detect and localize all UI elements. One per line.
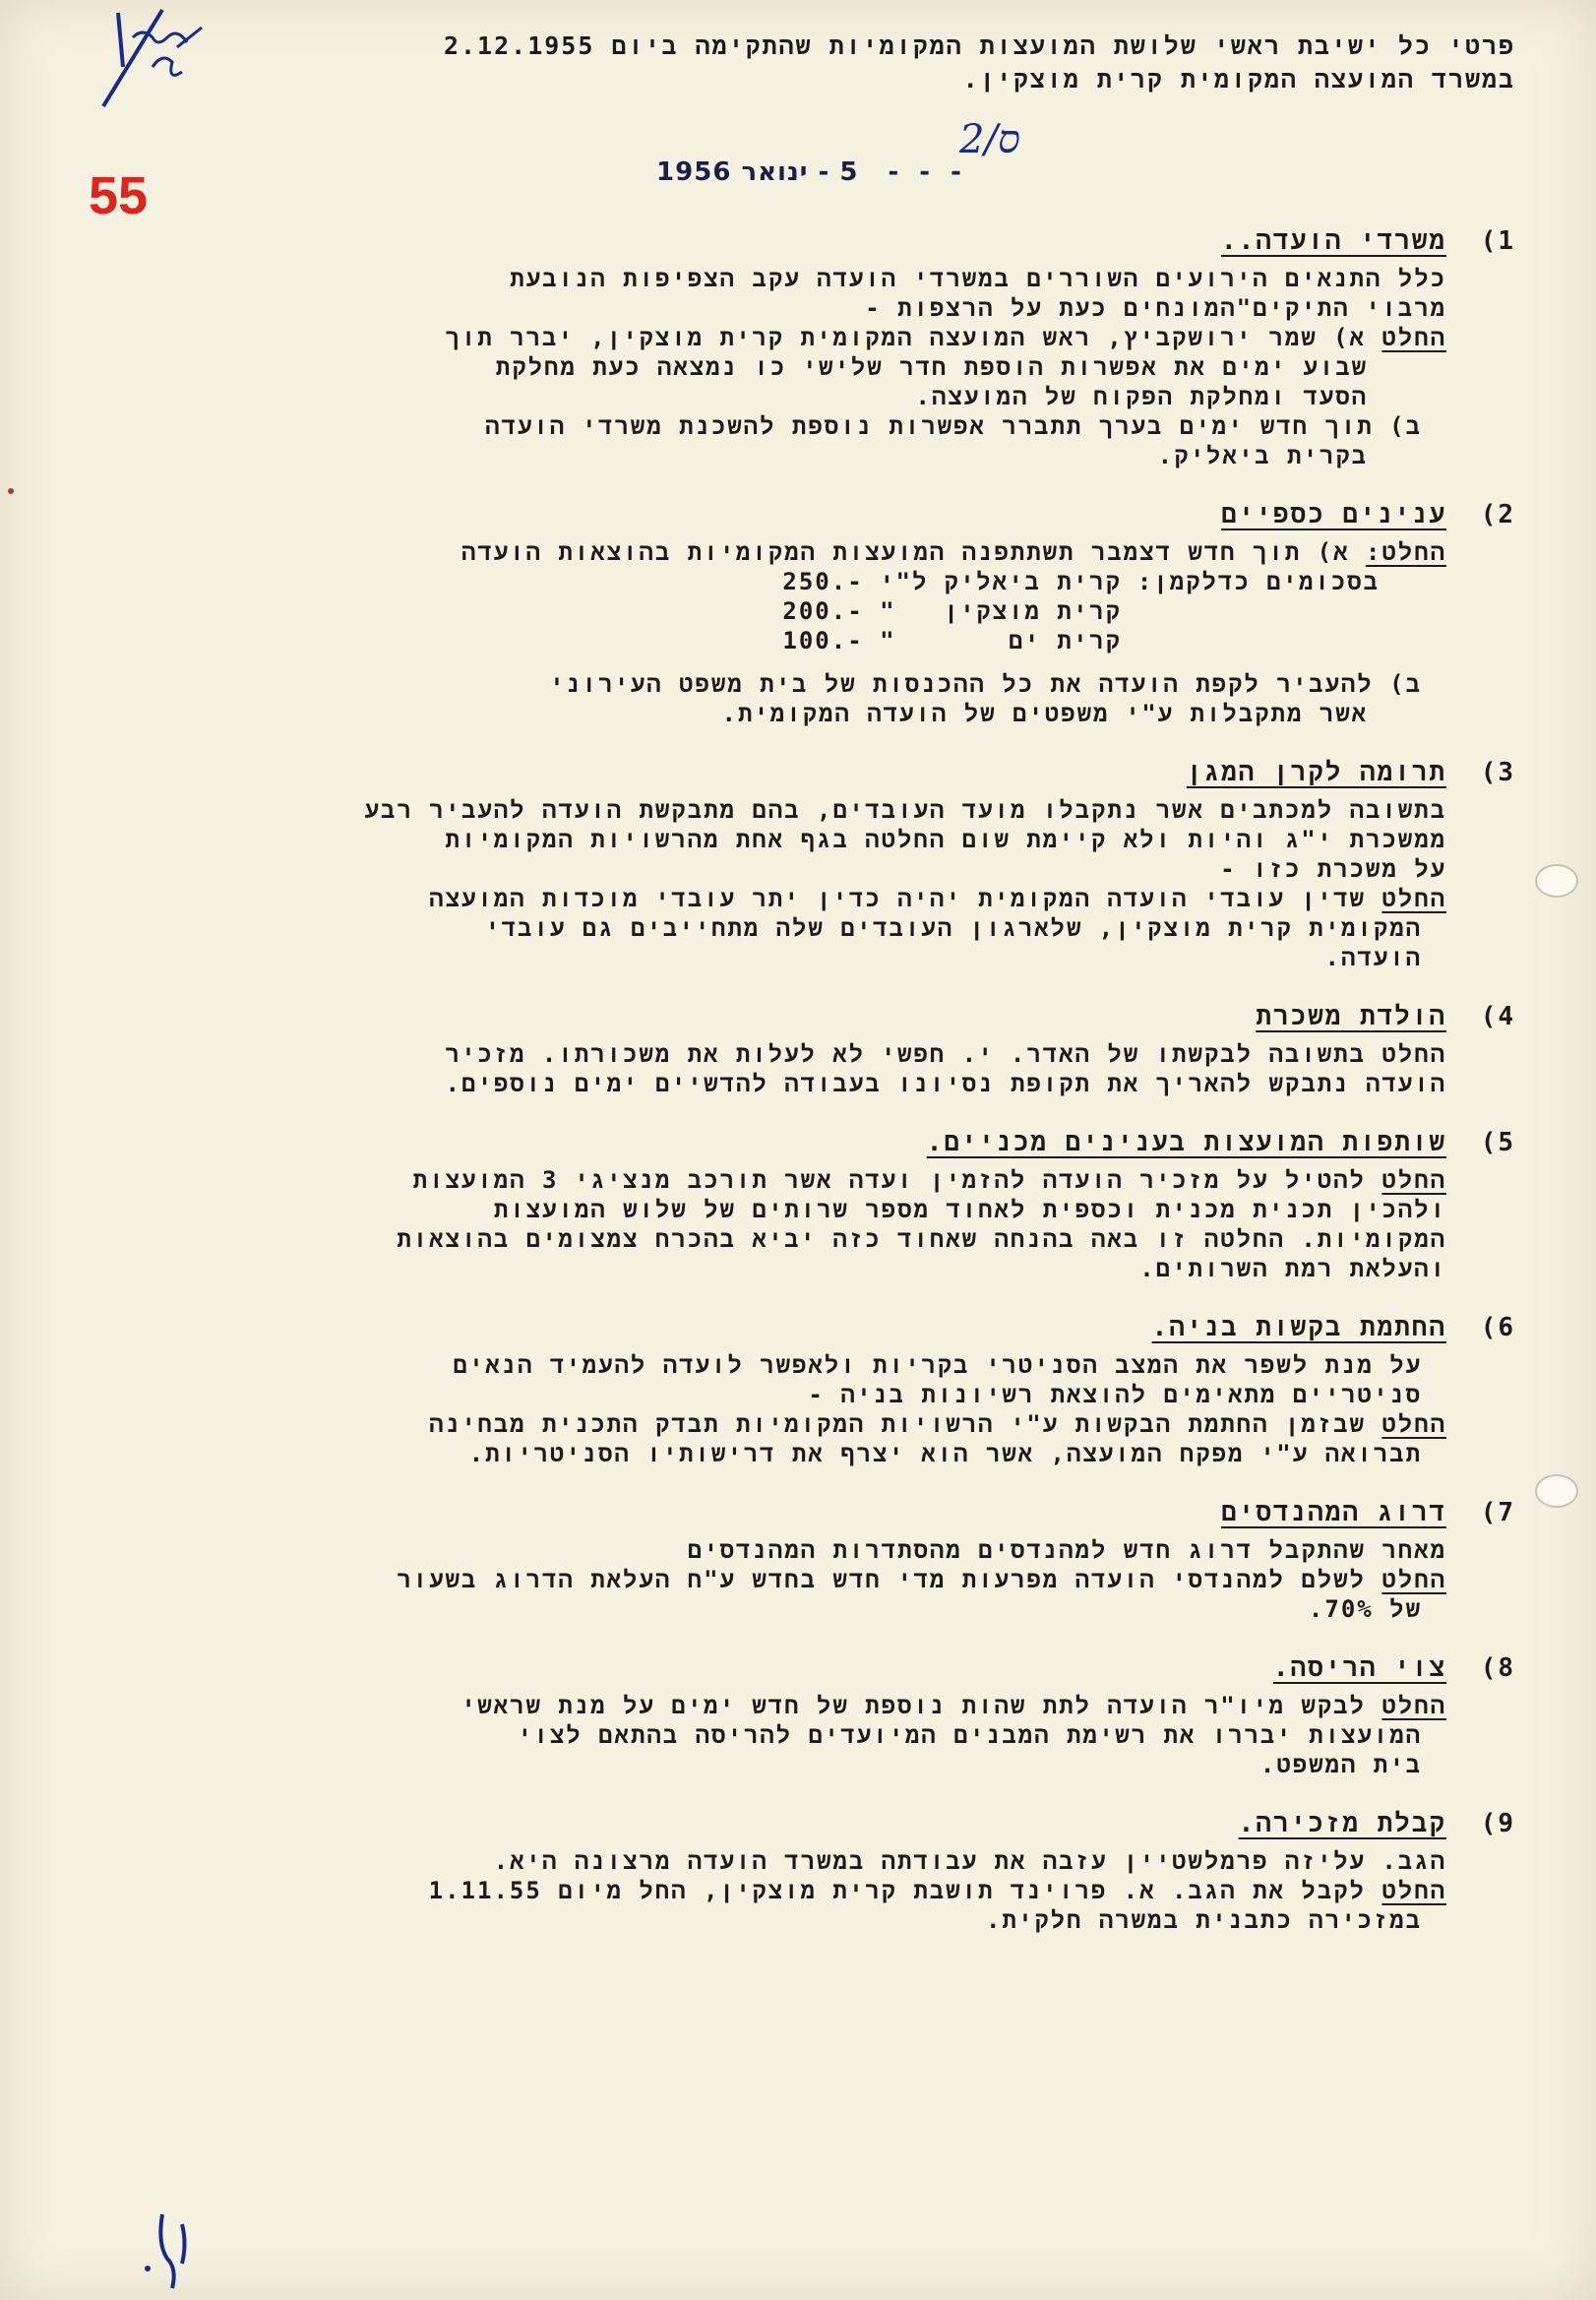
document-header <box>108 30 1515 96</box>
section-title: שותפות המועצות בענינים מכניים. <box>926 1128 1446 1157</box>
agenda-section <box>108 1809 1515 1935</box>
section-line <box>108 323 1515 352</box>
sections-list <box>108 226 1515 1935</box>
section-number: 1) <box>1480 226 1515 256</box>
section-line <box>108 1039 1515 1069</box>
line-text: ממשכרת י"ג והיות ולא קיימת שום החלטה בגף אחת מהרשויות המקומיות <box>445 826 1446 853</box>
section-line <box>108 1350 1515 1380</box>
section-line <box>108 943 1515 972</box>
section-line <box>108 1535 1515 1565</box>
line-text: המועצות יבררו את רשימת המבנים המיועדים להריסה בהתאם לצוי <box>518 1721 1422 1749</box>
section-line <box>108 537 1515 567</box>
line-text: במזכירה כתבנית במשרה חלקית. <box>985 1906 1422 1934</box>
section-line <box>108 1439 1515 1468</box>
date-dashes: - - - <box>888 157 967 187</box>
line-text: מאחר שהתקבל דרוג חדש למהנדסים מהסתדרות המהנדסים <box>687 1536 1446 1564</box>
section-line <box>108 1720 1515 1750</box>
handwritten-signature <box>133 2205 221 2293</box>
decision-label: החלט <box>1381 1692 1446 1719</box>
section-line <box>108 1069 1515 1098</box>
section-heading <box>108 1498 1515 1527</box>
line-text: תברואה ע"י מפקח המועצה, אשר הוא יצרף את דרישותיו הסניטריות. <box>468 1440 1422 1467</box>
decision-label: החלט <box>1381 1877 1446 1904</box>
header-line-2: במשרד המועצה המקומית קרית מוצקין. <box>962 65 1515 93</box>
table-cell-amount: 100.- " <box>782 627 896 654</box>
punch-hole <box>1535 1474 1578 1508</box>
section-line <box>108 1594 1515 1624</box>
line-text: המקומית קרית מוצקין, שלארגון העובדים שלה מתחייבים גם עובדי <box>485 914 1422 942</box>
section-heading <box>108 1809 1515 1838</box>
table-row <box>753 596 1387 626</box>
section-number: 2) <box>1480 500 1515 529</box>
section-line <box>108 1409 1515 1439</box>
section-line <box>108 1905 1515 1935</box>
line-text: המקומיות. החלטה זו באה בהנחה שאחוד כזה יביא בהכרח צמצומים בהוצאות <box>397 1225 1446 1253</box>
date-line <box>108 157 1515 197</box>
line-text: ב) תוך חדש ימים בערך תתברר אפשרות נוספת להשכנת משרדי הועדה <box>485 412 1422 440</box>
line-text: לבקש מיו"ר הועדה לתת שהות נוספת של חדש ימים על מנת שראשי <box>460 1692 1382 1719</box>
section-title: ענינים כספיים <box>1221 500 1446 529</box>
section-line <box>108 293 1515 323</box>
table-row <box>753 567 1387 596</box>
section-number: 8) <box>1480 1653 1515 1683</box>
section-line <box>108 854 1515 884</box>
agenda-section <box>108 1128 1515 1283</box>
line-text: והעלאת רמת השרותים. <box>1139 1255 1446 1282</box>
decision-label: החלט <box>1381 1566 1446 1593</box>
line-text: על משכרת כזו - <box>1220 855 1446 883</box>
table-cell-place: קרית ים <box>1008 627 1122 654</box>
section-line <box>108 411 1515 441</box>
line-text: סניטריים מתאימים להוצאת רשיונות בניה - <box>808 1381 1422 1408</box>
section-line <box>108 913 1515 943</box>
handwritten-fraction: 2/ס <box>959 117 1020 162</box>
agenda-section <box>108 500 1515 728</box>
section-line <box>108 1691 1515 1720</box>
agenda-section <box>108 1313 1515 1468</box>
section-title: משרדי הועדה.. <box>1221 226 1446 256</box>
section-line <box>108 382 1515 411</box>
page-number: 55 <box>89 166 149 225</box>
line-text: על מנת לשפר את המצב הסניטרי בקריות ולאפשר לועדה להעמיד הנאים <box>453 1351 1422 1379</box>
section-line <box>108 1846 1515 1876</box>
line-text: כלל התנאים הירועים השוררים במשרדי הועדה עקב הצפיפות הנובעת <box>510 265 1446 292</box>
table-cell-amount: 250.- ל"י <box>782 568 929 595</box>
section-heading <box>108 1313 1515 1342</box>
line-text: בית המשפט. <box>1259 1751 1422 1778</box>
line-text: החלט בתשובה לבקשתו של האדר. י. חפשי לא לעלות את משכורתו. מזכיר <box>445 1040 1446 1068</box>
section-line <box>108 884 1515 913</box>
section-heading <box>108 1653 1515 1683</box>
agenda-section <box>108 226 1515 470</box>
line-text: מרבוי התיקים"המונחים כעת על הרצפות - <box>865 294 1446 322</box>
line-text: א) שמר ירושקביץ, ראש המועצה המקומית קרית מוצקין, יברר תוך <box>445 324 1382 351</box>
line-text: ב) להעביר לקפת הועדה את כל ההכנסות של בית משפט העירוני <box>549 670 1422 698</box>
line-text: הועדה נתבקש להאריך את תקופת נסיונו בעבודה להדשיים ימים נוספים. <box>445 1070 1446 1097</box>
section-title: צוי הריסה. <box>1272 1653 1446 1683</box>
section-line <box>108 1565 1515 1594</box>
section-number: 5) <box>1480 1128 1515 1157</box>
section-line <box>108 699 1515 728</box>
table-cell-amount: 200.- " <box>782 597 896 625</box>
section-line <box>108 1380 1515 1409</box>
section-title: החתמת בקשות בניה. <box>1151 1313 1446 1342</box>
section-heading <box>108 226 1515 256</box>
section-title: תרומה לקרן המגן <box>1186 758 1446 787</box>
document-date: 5 - ינואר 1956 <box>656 157 859 187</box>
line-text: א) תוך חדש דצמבר תשתתפנה המועצות המקומיות בהוצאות הועדה <box>460 538 1366 566</box>
line-text: בתשובה למכתבים אשר נתקבלו מועד העובדים, בהם מתבקשת הועדה להעביר רבע <box>364 796 1446 824</box>
table-row <box>753 626 1387 655</box>
section-line <box>108 825 1515 854</box>
line-text: הועדה. <box>1324 944 1422 971</box>
section-number: 9) <box>1480 1809 1515 1838</box>
decision-label: החלט <box>1381 1166 1446 1194</box>
section-line <box>108 669 1515 699</box>
section-line <box>108 1750 1515 1779</box>
section-line <box>108 1876 1515 1905</box>
decision-label: החלט <box>1381 324 1446 351</box>
section-heading <box>108 500 1515 529</box>
section-line <box>108 1224 1515 1254</box>
agenda-section <box>108 1498 1515 1624</box>
document-body <box>108 20 1515 1935</box>
header-line-1: פרטי כל ישיבת ראשי שלושת המועצות המקומיות שהתקימה ביום 2.12.1955 <box>443 31 1515 60</box>
ink-speck <box>8 488 14 494</box>
section-line <box>108 1165 1515 1195</box>
section-heading <box>108 758 1515 787</box>
section-title: הולדת משכרת <box>1256 1002 1446 1031</box>
section-line <box>108 352 1515 382</box>
table-cell-prefix <box>1130 596 1387 626</box>
line-text: אשר מתקבלות ע"י משפטים של הועדה המקומית. <box>721 700 1368 727</box>
section-line <box>108 264 1515 293</box>
table-cell-place: קרית ביאליק <box>944 568 1122 595</box>
line-text: לקבל את הגב. א. פרוינד תושבת קרית מוצקין, החל מיום 1.11.55 <box>428 1877 1382 1904</box>
decision-label: החלט <box>1381 885 1446 912</box>
line-text: לשלם למהנדסי הועדה מפרעות מדי חדש בחדש ע"ח העלאת הדרוג בשעור <box>397 1566 1382 1593</box>
table-cell-prefix <box>1130 626 1387 655</box>
decision-label: החלט <box>1381 1410 1446 1438</box>
line-text: שבוע ימים את אפשרות הוספת חדר שלישי כו נמצאה כעת מחלקת <box>495 353 1368 381</box>
section-line <box>108 1195 1515 1224</box>
line-text: להטיל על מזכיר הועדה להזמין ועדה אשר תורכב מנציגי 3 המועצות <box>412 1166 1382 1194</box>
table-cell-place: קרית מוצקין <box>944 597 1122 625</box>
line-text: של 70%. <box>1308 1595 1422 1623</box>
line-text: הגב. עליזה פרמלשטיין עזבה את עבודתה במשרד הועדה מרצונה היא. <box>493 1847 1446 1875</box>
line-text: שבזמן החתמת הבקשות ע"י הרשויות המקומיות תבדק התכנית מבחינה <box>429 1410 1382 1438</box>
line-text: ולהכין תכנית מכנית וכספית לאחוד מספר שרותים של שלוש המועצות <box>493 1196 1446 1223</box>
section-heading <box>108 1128 1515 1157</box>
line-text: שדין עובדי הועדה המקומית יהיה כדין יתר עובדי מוכדות המועצה <box>429 885 1382 912</box>
section-line <box>108 795 1515 825</box>
agenda-section <box>108 758 1515 972</box>
punch-hole <box>1535 864 1578 898</box>
line-text: הסעד ומחלקת הפקוח של המועצה. <box>915 383 1368 410</box>
section-number: 4) <box>1480 1002 1515 1031</box>
section-title: קבלת מזכירה. <box>1238 1809 1446 1838</box>
section-title: דרוג המהנדסים <box>1221 1498 1446 1527</box>
decision-label: החלט: <box>1365 538 1446 566</box>
table-cell-prefix: בסכומים כדלקמן: <box>1136 568 1380 595</box>
section-number: 3) <box>1480 758 1515 787</box>
line-text: בקרית ביאליק. <box>1157 442 1368 469</box>
section-line <box>108 441 1515 470</box>
section-number: 7) <box>1480 1498 1515 1527</box>
agenda-section <box>108 1653 1515 1779</box>
agenda-section <box>108 1002 1515 1098</box>
section-number: 6) <box>1480 1313 1515 1342</box>
contributions-table <box>753 567 1387 655</box>
section-line <box>108 1254 1515 1283</box>
section-heading <box>108 1002 1515 1031</box>
